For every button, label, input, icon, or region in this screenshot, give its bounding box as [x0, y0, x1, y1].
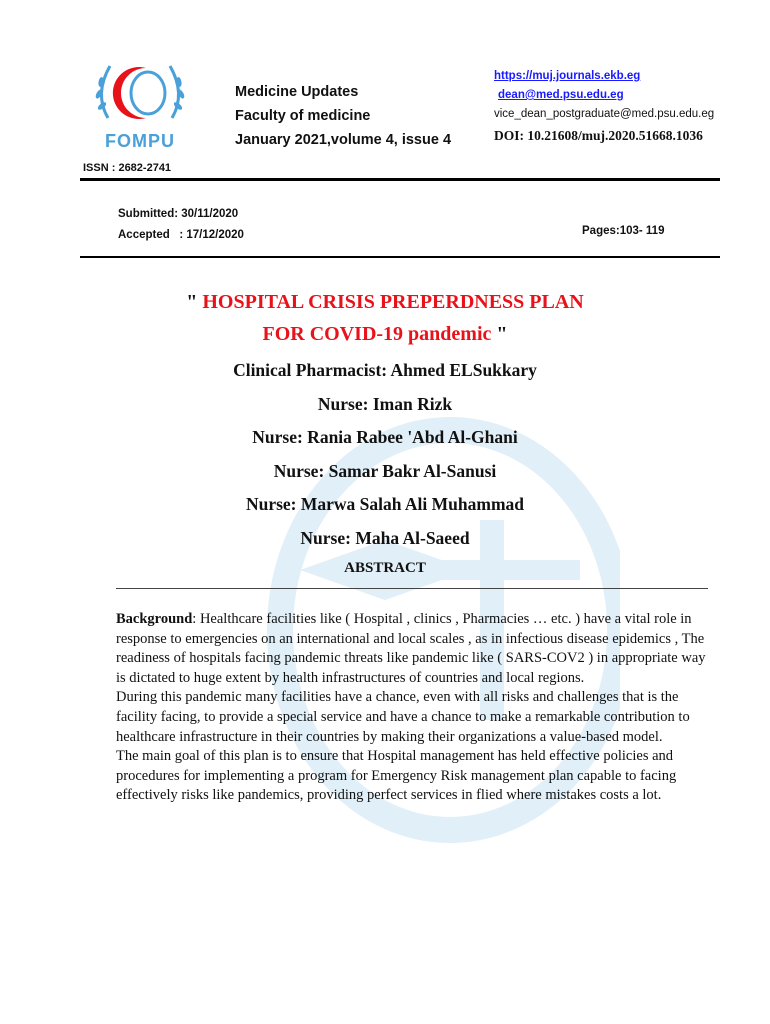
author-item: Nurse: Samar Bakr Al-Sanusi	[273, 460, 497, 481]
vice-dean-email: vice_dean_postgraduate@med.psu.edu.eg	[494, 108, 715, 120]
dates-divider	[80, 256, 720, 258]
submission-dates	[118, 204, 244, 246]
faculty-name: Faculty of medicine	[235, 108, 371, 124]
background-text: : Healthcare facilities like ( Hospital , clinics , Pharmacies … etc. ) have a vital role in response to emergencies on an international and local scales , as in infectious disease epidemics , The readiness of hospitals facing pandemic threats like pandemic like ( SARS-COV2 ) in appropriate way is dictated to huge extent by health infrastructures of countries and local regions.	[116, 611, 706, 686]
page-range: Pages:103- 119	[582, 225, 665, 237]
author-item: Nurse: Rania Rabee 'Abd Al-Ghani	[252, 427, 518, 447]
background-label: Background	[116, 611, 193, 627]
author-item: Nurse: Maha Al-Saeed	[300, 527, 470, 548]
submitted-date: Submitted: 30/11/2020	[118, 208, 239, 220]
journal-header	[235, 80, 451, 152]
journal-name: Medicine Updates	[235, 84, 359, 100]
abstract-divider	[116, 588, 708, 589]
title-line-2: FOR COVID-19 pandemic	[262, 323, 492, 345]
abstract-body	[116, 610, 716, 806]
accepted-date: Accepted : 17/12/2020	[118, 229, 244, 241]
dean-email-link[interactable]: dean@med.psu.edu.eg	[498, 89, 624, 101]
title-open-quote: "	[186, 291, 198, 313]
abstract-background	[116, 610, 716, 688]
abstract-paragraph: During this pandemic many facilities have a chance, even with all risks and challenges that is the facility facing, to provide a special service and have a chance to make a remarkable contribution to healthcare infrastructure in their countries by making their organizations a value-based model.	[116, 689, 690, 745]
author-item: Clinical Pharmacist: Ahmed ELSukkary	[233, 360, 537, 380]
issue-info: January 2021,volume 4, issue 4	[235, 132, 452, 148]
abstract-heading: ABSTRACT	[344, 560, 426, 576]
author-item: Nurse: Marwa Salah Ali Muhammad	[245, 494, 525, 514]
website-link[interactable]: https://muj.journals.ekb.eg	[494, 70, 641, 82]
abstract-paragraph: The main goal of this plan is to ensure that Hospital management has held effective policies and procedures for implementing a program for Emergency Risk management plan capable to facing effectively risks like pandemics, providing perfect services in flied where mistakes costs a lot.	[116, 748, 677, 804]
paper-title	[0, 286, 770, 350]
title-line-1: HOSPITAL CRISIS PREPERDNESS PLAN	[202, 291, 584, 313]
issn: ISSN : 2682-2741	[83, 162, 172, 174]
header-divider	[80, 178, 720, 181]
doi: DOI: 10.21608/muj.2020.51668.1036	[494, 128, 703, 143]
crescent-laurel-icon	[86, 56, 194, 128]
fompu-logo	[86, 56, 194, 150]
title-close-quote: "	[496, 323, 508, 345]
contact-block	[494, 67, 714, 145]
author-list	[0, 358, 770, 559]
logo-text: FOMPU	[105, 131, 175, 151]
author-item: Nurse: Iman Rizk	[317, 393, 453, 414]
